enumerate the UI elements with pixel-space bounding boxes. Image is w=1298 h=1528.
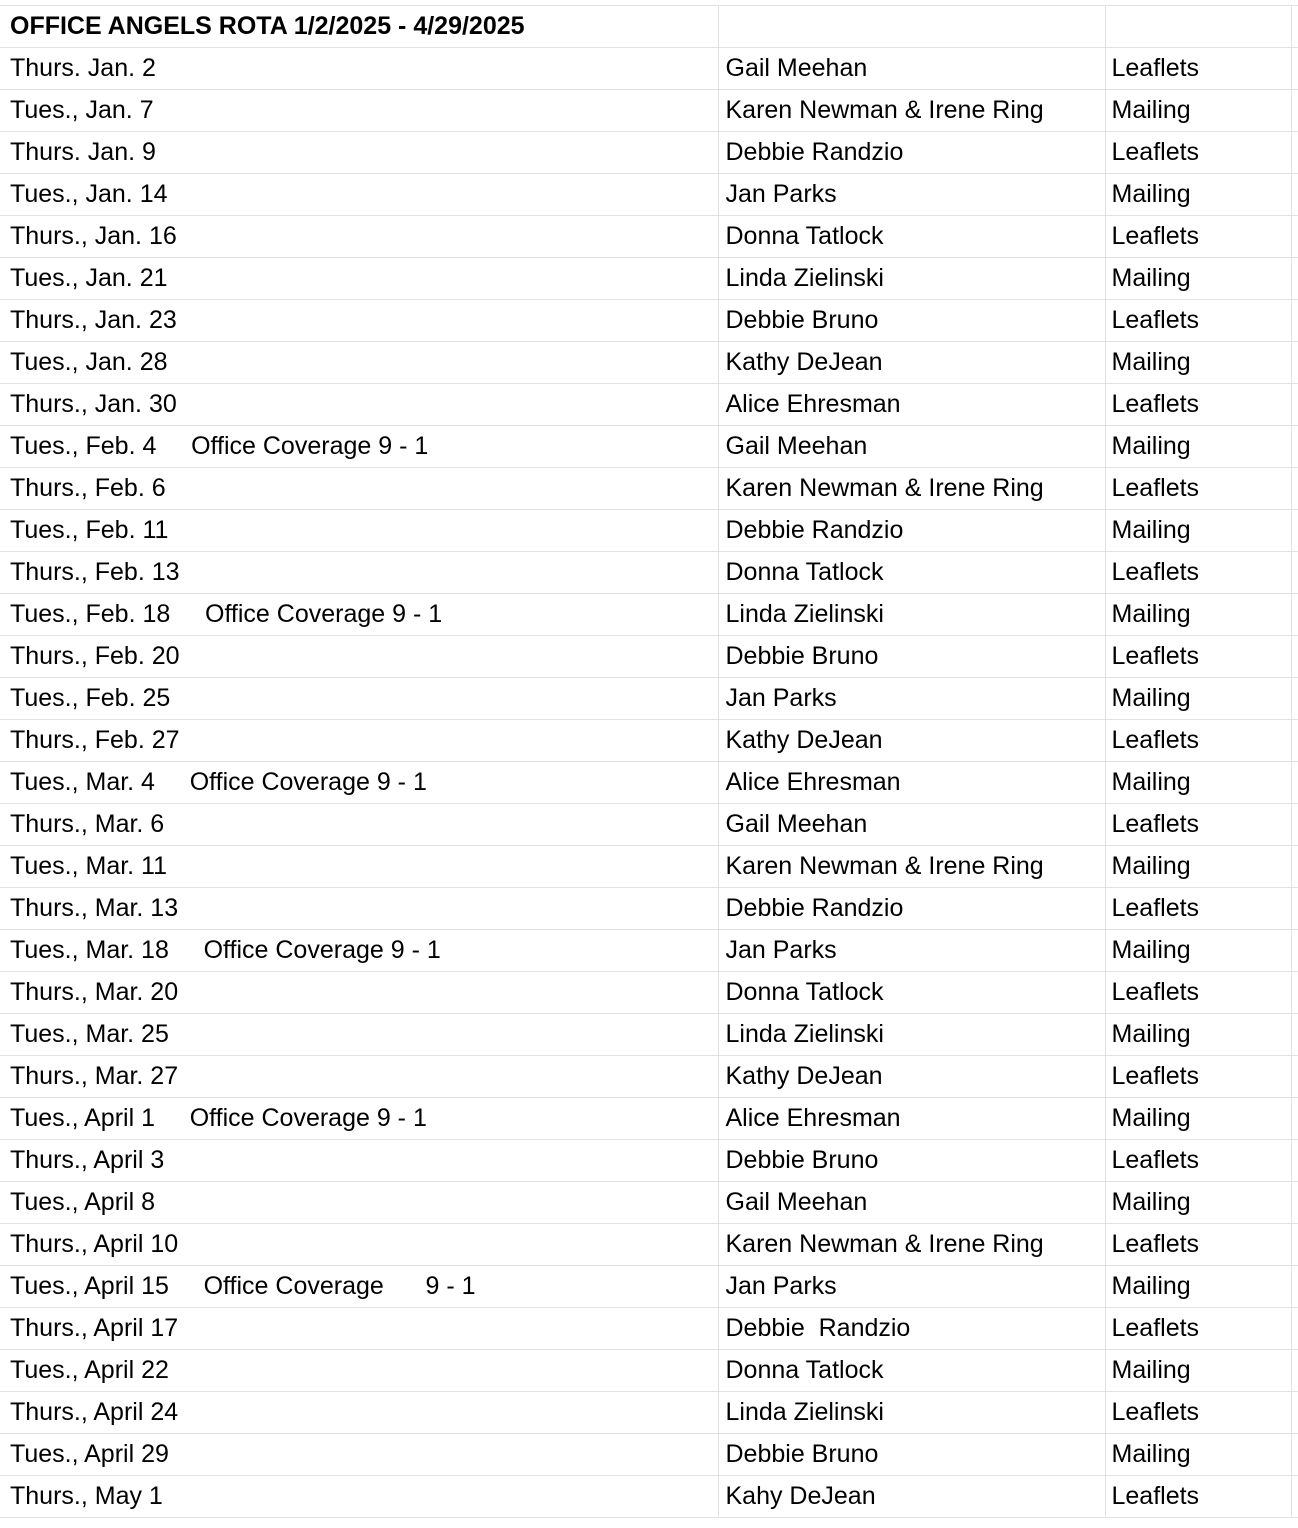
rota-sheet	[0, 6, 1298, 1518]
edge-cell	[1291, 426, 1298, 468]
edge-cell	[1291, 888, 1298, 930]
table-row	[0, 1476, 1298, 1518]
edge-cell	[1291, 594, 1298, 636]
table-row	[0, 90, 1298, 132]
edge-cell	[1291, 636, 1298, 678]
volunteer-name-cell[interactable]: Jan Parks	[718, 174, 1105, 216]
table-row	[0, 1434, 1298, 1476]
rota-sheet-body	[0, 6, 1298, 1518]
date-cell[interactable]: Thurs., April 3	[0, 1140, 718, 1182]
task-cell[interactable]: Mailing	[1105, 594, 1291, 636]
task-cell[interactable]: Leaflets	[1105, 888, 1291, 930]
date-cell[interactable]: Tues., Mar. 11	[0, 846, 718, 888]
task-cell[interactable]: Mailing	[1105, 1014, 1291, 1056]
volunteer-name-cell[interactable]: Donna Tatlock	[718, 1350, 1105, 1392]
table-row	[0, 1224, 1298, 1266]
date-cell[interactable]: Tues., Feb. 18 Office Coverage 9 - 1	[0, 594, 718, 636]
volunteer-name-cell[interactable]: Jan Parks	[718, 1266, 1105, 1308]
table-row	[0, 1140, 1298, 1182]
task-cell[interactable]: Leaflets	[1105, 216, 1291, 258]
date-cell[interactable]: Thurs., April 24	[0, 1392, 718, 1434]
task-cell[interactable]: Mailing	[1105, 258, 1291, 300]
volunteer-name-cell[interactable]: Alice Ehresman	[718, 1098, 1105, 1140]
date-cell[interactable]: Tues., Feb. 11	[0, 510, 718, 552]
edge-cell	[1291, 972, 1298, 1014]
task-cell[interactable]: Leaflets	[1105, 636, 1291, 678]
task-cell[interactable]: Leaflets	[1105, 804, 1291, 846]
task-cell[interactable]: Leaflets	[1105, 468, 1291, 510]
edge-cell	[1291, 1308, 1298, 1350]
volunteer-name-cell[interactable]: Karen Newman & Irene Ring	[718, 468, 1105, 510]
volunteer-name-cell[interactable]: Gail Meehan	[718, 1182, 1105, 1224]
volunteer-name-cell[interactable]: Debbie Bruno	[718, 1434, 1105, 1476]
table-row	[0, 972, 1298, 1014]
task-cell[interactable]: Mailing	[1105, 1098, 1291, 1140]
table-row	[0, 510, 1298, 552]
task-cell[interactable]: Leaflets	[1105, 48, 1291, 90]
date-cell[interactable]: Thurs., Feb. 20	[0, 636, 718, 678]
task-cell[interactable]: Leaflets	[1105, 1476, 1291, 1518]
date-cell[interactable]: Tues., April 29	[0, 1434, 718, 1476]
edge-cell	[1291, 300, 1298, 342]
edge-cell	[1291, 1140, 1298, 1182]
table-row	[0, 1308, 1298, 1350]
table-row	[0, 384, 1298, 426]
volunteer-name-cell[interactable]: Linda Zielinski	[718, 258, 1105, 300]
edge-cell	[1291, 1014, 1298, 1056]
table-row	[0, 678, 1298, 720]
task-cell[interactable]: Leaflets	[1105, 972, 1291, 1014]
edge-cell	[1291, 1056, 1298, 1098]
date-cell[interactable]: Tues., April 8	[0, 1182, 718, 1224]
rota-title-cell[interactable]: OFFICE ANGELS ROTA 1/2/2025 - 4/29/2025	[0, 6, 718, 48]
table-row	[0, 720, 1298, 762]
title-row	[0, 6, 1298, 48]
edge-cell	[1291, 174, 1298, 216]
table-row	[0, 888, 1298, 930]
edge-cell	[1291, 1392, 1298, 1434]
table-row	[0, 1182, 1298, 1224]
date-cell[interactable]: Tues., Jan. 14	[0, 174, 718, 216]
task-cell[interactable]: Mailing	[1105, 342, 1291, 384]
table-row	[0, 1014, 1298, 1056]
task-cell[interactable]: Leaflets	[1105, 1224, 1291, 1266]
task-cell[interactable]: Leaflets	[1105, 1056, 1291, 1098]
date-cell[interactable]: Thurs., Mar. 6	[0, 804, 718, 846]
volunteer-name-cell[interactable]: Gail Meehan	[718, 48, 1105, 90]
date-cell[interactable]: Tues., Jan. 21	[0, 258, 718, 300]
volunteer-name-cell[interactable]: Debbie Randzio	[718, 132, 1105, 174]
edge-cell	[1291, 384, 1298, 426]
task-cell[interactable]: Leaflets	[1105, 552, 1291, 594]
task-cell[interactable]: Leaflets	[1105, 1308, 1291, 1350]
table-row	[0, 174, 1298, 216]
date-cell[interactable]: Tues., Mar. 4 Office Coverage 9 - 1	[0, 762, 718, 804]
date-cell[interactable]: Thurs., Jan. 23	[0, 300, 718, 342]
date-cell[interactable]: Tues., Jan. 28	[0, 342, 718, 384]
edge-cell	[1291, 1350, 1298, 1392]
edge-cell	[1291, 132, 1298, 174]
edge-cell	[1291, 1098, 1298, 1140]
task-cell[interactable]: Leaflets	[1105, 300, 1291, 342]
volunteer-name-cell[interactable]: Kahy DeJean	[718, 1476, 1105, 1518]
volunteer-name-cell[interactable]: Kathy DeJean	[718, 1056, 1105, 1098]
date-cell[interactable]: Thurs., Feb. 13	[0, 552, 718, 594]
edge-cell	[1291, 552, 1298, 594]
edge-cell	[1291, 1182, 1298, 1224]
table-row	[0, 132, 1298, 174]
date-cell[interactable]: Tues., Jan. 7	[0, 90, 718, 132]
date-cell[interactable]: Tues., April 22	[0, 1350, 718, 1392]
volunteer-name-cell[interactable]: Debbie Randzio	[718, 1308, 1105, 1350]
volunteer-name-cell[interactable]: Debbie Randzio	[718, 510, 1105, 552]
task-cell[interactable]: Mailing	[1105, 1266, 1291, 1308]
edge-cell	[1291, 1434, 1298, 1476]
date-cell[interactable]: Tues., Feb. 4 Office Coverage 9 - 1	[0, 426, 718, 468]
table-row	[0, 300, 1298, 342]
date-cell[interactable]: Thurs., April 10	[0, 1224, 718, 1266]
empty-cell[interactable]	[718, 6, 1105, 48]
task-cell[interactable]: Leaflets	[1105, 384, 1291, 426]
table-row	[0, 762, 1298, 804]
date-cell[interactable]: Tues., April 15 Office Coverage 9 - 1	[0, 1266, 718, 1308]
task-cell[interactable]: Mailing	[1105, 930, 1291, 972]
edge-cell	[1291, 510, 1298, 552]
task-cell[interactable]: Mailing	[1105, 846, 1291, 888]
date-cell[interactable]: Thurs., Jan. 30	[0, 384, 718, 426]
empty-cell[interactable]	[1105, 6, 1291, 48]
date-cell[interactable]: Tues., Mar. 18 Office Coverage 9 - 1	[0, 930, 718, 972]
task-cell[interactable]: Mailing	[1105, 90, 1291, 132]
volunteer-name-cell[interactable]: Donna Tatlock	[718, 972, 1105, 1014]
table-row	[0, 468, 1298, 510]
table-row	[0, 552, 1298, 594]
volunteer-name-cell[interactable]: Linda Zielinski	[718, 1014, 1105, 1056]
edge-cell	[1291, 846, 1298, 888]
volunteer-name-cell[interactable]: Jan Parks	[718, 678, 1105, 720]
table-row	[0, 1350, 1298, 1392]
table-row	[0, 594, 1298, 636]
task-cell[interactable]: Mailing	[1105, 678, 1291, 720]
volunteer-name-cell[interactable]: Donna Tatlock	[718, 216, 1105, 258]
volunteer-name-cell[interactable]: Karen Newman & Irene Ring	[718, 846, 1105, 888]
edge-cell	[1291, 804, 1298, 846]
volunteer-name-cell[interactable]: Alice Ehresman	[718, 384, 1105, 426]
table-row	[0, 1056, 1298, 1098]
table-row	[0, 1266, 1298, 1308]
date-cell[interactable]: Tues., April 1 Office Coverage 9 - 1	[0, 1098, 718, 1140]
date-cell[interactable]: Thurs., April 17	[0, 1308, 718, 1350]
task-cell[interactable]: Mailing	[1105, 510, 1291, 552]
table-row	[0, 1098, 1298, 1140]
task-cell[interactable]: Mailing	[1105, 762, 1291, 804]
edge-cell	[1291, 6, 1298, 48]
edge-cell	[1291, 258, 1298, 300]
date-cell[interactable]: Thurs., May 1	[0, 1476, 718, 1518]
task-cell[interactable]: Leaflets	[1105, 1392, 1291, 1434]
volunteer-name-cell[interactable]: Linda Zielinski	[718, 594, 1105, 636]
volunteer-name-cell[interactable]: Karen Newman & Irene Ring	[718, 90, 1105, 132]
edge-cell	[1291, 1224, 1298, 1266]
volunteer-name-cell[interactable]: Karen Newman & Irene Ring	[718, 1224, 1105, 1266]
edge-cell	[1291, 216, 1298, 258]
volunteer-name-cell[interactable]: Kathy DeJean	[718, 342, 1105, 384]
volunteer-name-cell[interactable]: Donna Tatlock	[718, 552, 1105, 594]
task-cell[interactable]: Leaflets	[1105, 1140, 1291, 1182]
volunteer-name-cell[interactable]: Debbie Bruno	[718, 636, 1105, 678]
date-cell[interactable]: Thurs., Jan. 16	[0, 216, 718, 258]
task-cell[interactable]: Mailing	[1105, 174, 1291, 216]
table-row	[0, 846, 1298, 888]
table-row	[0, 342, 1298, 384]
table-row	[0, 48, 1298, 90]
date-cell[interactable]: Thurs. Jan. 9	[0, 132, 718, 174]
volunteer-name-cell[interactable]: Debbie Bruno	[718, 300, 1105, 342]
table-row	[0, 216, 1298, 258]
edge-cell	[1291, 1476, 1298, 1518]
volunteer-name-cell[interactable]: Kathy DeJean	[718, 720, 1105, 762]
volunteer-name-cell[interactable]: Jan Parks	[718, 930, 1105, 972]
table-row	[0, 930, 1298, 972]
date-cell[interactable]: Thurs., Mar. 20	[0, 972, 718, 1014]
edge-cell	[1291, 468, 1298, 510]
volunteer-name-cell[interactable]: Debbie Randzio	[718, 888, 1105, 930]
table-row	[0, 426, 1298, 468]
date-cell[interactable]: Tues., Feb. 25	[0, 678, 718, 720]
edge-cell	[1291, 678, 1298, 720]
volunteer-name-cell[interactable]: Linda Zielinski	[718, 1392, 1105, 1434]
task-cell[interactable]: Leaflets	[1105, 132, 1291, 174]
date-cell[interactable]: Tues., Mar. 25	[0, 1014, 718, 1056]
task-cell[interactable]: Leaflets	[1105, 720, 1291, 762]
date-cell[interactable]: Thurs., Mar. 13	[0, 888, 718, 930]
edge-cell	[1291, 930, 1298, 972]
table-row	[0, 636, 1298, 678]
table-row	[0, 258, 1298, 300]
task-cell[interactable]: Mailing	[1105, 1434, 1291, 1476]
volunteer-name-cell[interactable]: Gail Meehan	[718, 426, 1105, 468]
edge-cell	[1291, 90, 1298, 132]
table-row	[0, 1392, 1298, 1434]
date-cell[interactable]: Thurs. Jan. 2	[0, 48, 718, 90]
table-row	[0, 804, 1298, 846]
edge-cell	[1291, 48, 1298, 90]
task-cell[interactable]: Mailing	[1105, 1350, 1291, 1392]
edge-cell	[1291, 1266, 1298, 1308]
edge-cell	[1291, 762, 1298, 804]
volunteer-name-cell[interactable]: Gail Meehan	[718, 804, 1105, 846]
volunteer-name-cell[interactable]: Alice Ehresman	[718, 762, 1105, 804]
edge-cell	[1291, 720, 1298, 762]
date-cell[interactable]: Thurs., Mar. 27	[0, 1056, 718, 1098]
task-cell[interactable]: Mailing	[1105, 426, 1291, 468]
edge-cell	[1291, 342, 1298, 384]
date-cell[interactable]: Thurs., Feb. 27	[0, 720, 718, 762]
date-cell[interactable]: Thurs., Feb. 6	[0, 468, 718, 510]
volunteer-name-cell[interactable]: Debbie Bruno	[718, 1140, 1105, 1182]
task-cell[interactable]: Mailing	[1105, 1182, 1291, 1224]
